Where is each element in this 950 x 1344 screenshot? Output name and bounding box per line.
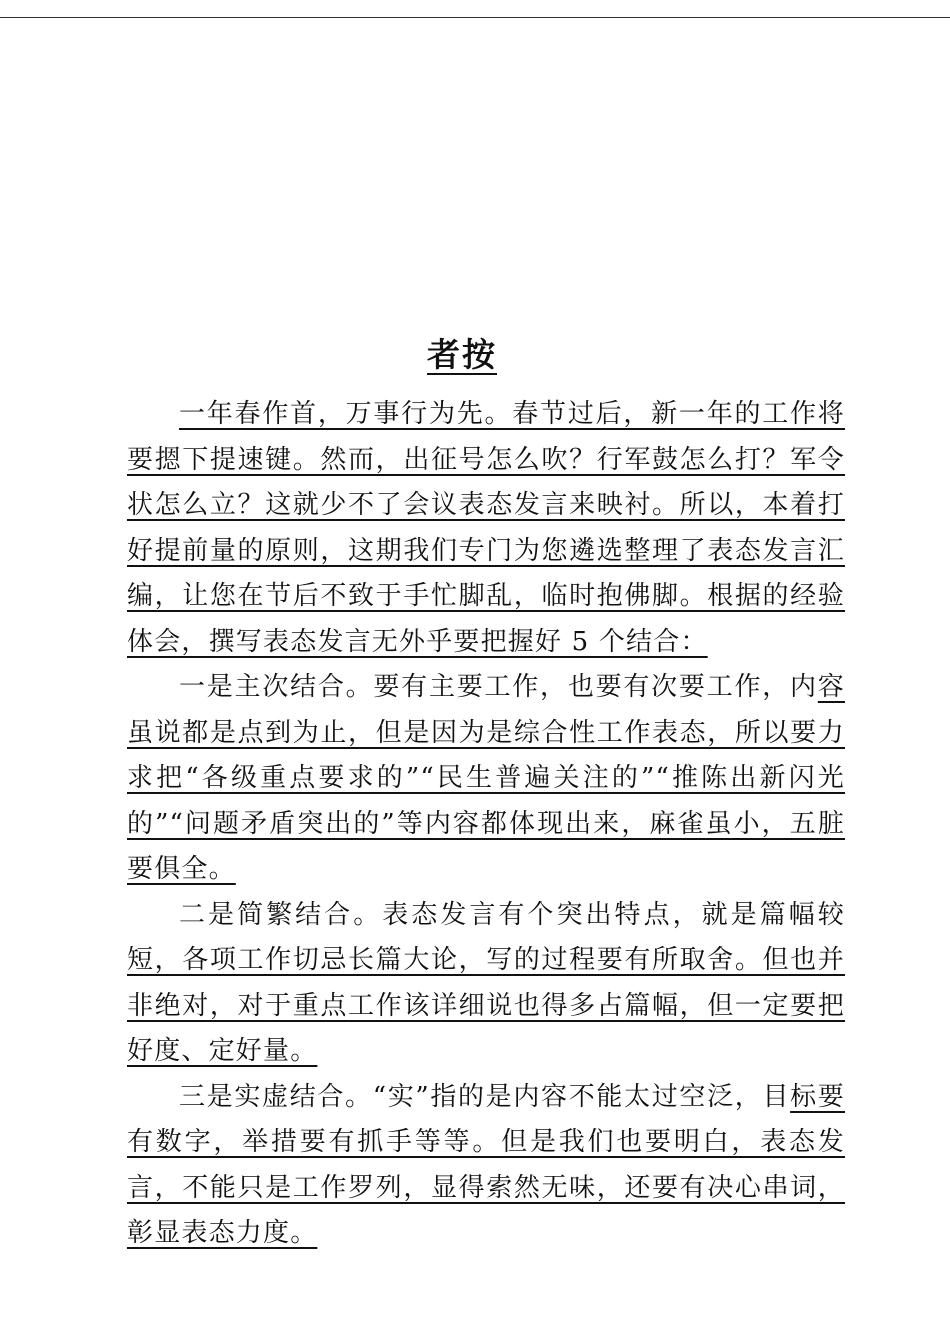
paragraph-brief-detailed-text: 短，各项工作切忌长篇大论，写的过程要有所取舍。但也并非绝对，对于重点工作该详细说也得多占篇幅，但一定要把好度、定好量。 xyxy=(127,945,845,1066)
header-rule xyxy=(0,17,950,18)
paragraph-concrete-abstract-lead: 三是实虚结合。“实”指的是内容不能太过空泛，目 xyxy=(179,1081,791,1112)
paragraph-brief-detailed-lead: 二是简繁结合。表态发言有个突出特点，就是篇幅较 xyxy=(179,899,845,930)
paragraph-primary-secondary-lead: 一是主次结合。要有主要工作，也要有次要工作，内 xyxy=(179,672,818,702)
paragraph-intro-text: 一年春作首，万事行为先。春节过后，新一年的工作将要摁下提速键。然而，出征号怎么吹？行军鼓怎么打？军令状怎么立？这就少不了会议表态发言来映衬。所以，本着打好提前量的原则，这期我们专门为您遴选整理了表态发言汇编，让您在节后不致于手忙脚乱，临时抱佛脚。根据的经验体会，撰写表态发言无外乎要把握好 5 个结合： xyxy=(127,399,845,657)
paragraph-intro xyxy=(127,392,845,665)
paragraph-brief-detailed xyxy=(127,893,845,1075)
document-title: 者按 xyxy=(427,335,497,375)
paragraph-primary-secondary-text: 容虽说都是点到为止，但是因为是综合性工作表态，所以要力求把“各级重点要求的”“民生普遍关注的”“推陈出新闪光的”“问题矛盾突出的”等内容都体现出来，麻雀虽小，五脏要俱全。 xyxy=(127,672,845,884)
paragraph-primary-secondary xyxy=(127,665,845,893)
document-body xyxy=(127,392,845,1257)
paragraph-concrete-abstract xyxy=(127,1075,845,1257)
paragraph-concrete-abstract-text: 标要有数字，举措要有抓手等等。但是我们也要明白，表态发言，不能只是工作罗列，显得索然无味，还要有决心串词，彰显表态力度。 xyxy=(127,1081,846,1248)
